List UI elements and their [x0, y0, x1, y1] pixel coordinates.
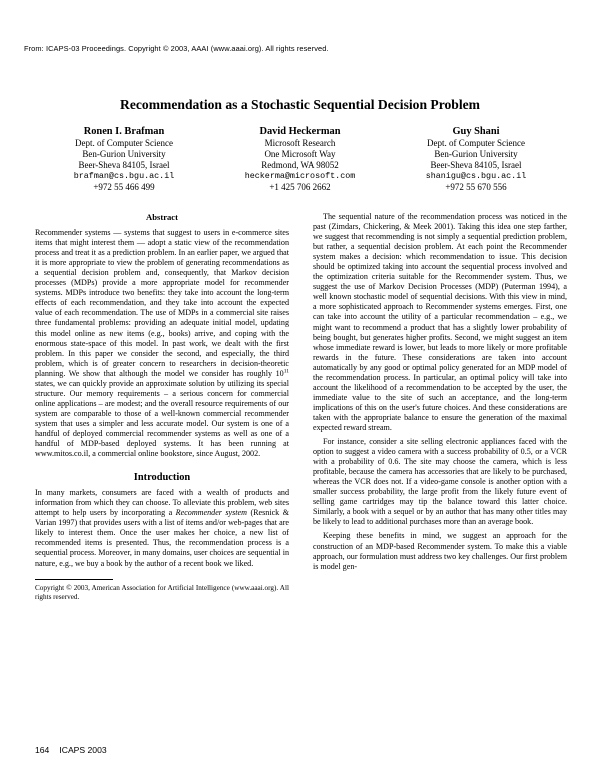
copyright-header: From: ICAPS-03 Proceedings. Copyright © 2003, AAAI (www.aaai.org). All rights reserved. — [24, 44, 329, 53]
footnote-divider — [35, 579, 113, 580]
author-address: Beer-Sheva 84105, Israel — [78, 160, 170, 170]
intro-emphasis: Recommender system — [175, 508, 247, 518]
author-dept: Dept. of Computer Science — [427, 138, 525, 148]
author-name: Ronen I. Brafman — [83, 126, 165, 137]
abstract-exponent: 11 — [283, 368, 289, 375]
left-column — [35, 212, 289, 602]
introduction-heading: Introduction — [133, 472, 191, 484]
abstract-text-part-1: Recommender systems — systems that suggest to users in e-commerce sites items that might interest them — adopt a static view of the recommendation process and treat it as a prediction problem. In an earlier paper, we argued that it is more appropriate to view the problem of generating recommendations as a sequential decision problem and, consequently, that Markov decision processes (MDPs) provide a more appropriate model for recommender systems. MDPs introduce two benefits: they take into account the long-term effects of each recommendation, and they take into account the expected value of each recommendation. The use of MDPs in a commercial site raises three fundamental problems: providing an adequate initial model, updating this model online as new items (e.g., books) arrive, and coping with the enormous state-space of this model. In past work, we dealt with the first problem. In this paper we consider the second, and especially, the third problem, which is of greater concern to researchers in decision-theoretic planning. We show that although the model we consider has roughly 10 — [35, 228, 289, 378]
abstract-heading: Abstract — [146, 212, 178, 222]
author-org: One Microsoft Way — [264, 149, 336, 159]
author-phone: +972 55 466 499 — [93, 182, 155, 192]
page-number: 164 — [35, 745, 50, 755]
intro-text-part-2: (Resnick & Varian 1997) that provides users with a list of items and/or web-pages that are likely to interest them. Once the user makes her choice, a new list of recommended items is presented. Thus, the recommendation process is a sequential process. Moreover, in many domains, user choices are sequential in nature, e.g., we buy a book by the author of a recent book we liked. — [35, 508, 289, 568]
author-phone: +1 425 706 2662 — [269, 182, 331, 192]
author-org: Ben-Gurion University — [82, 149, 166, 159]
author-1 — [36, 125, 212, 193]
author-2 — [212, 125, 388, 193]
right-column — [313, 212, 567, 572]
abstract-text — [35, 228, 289, 459]
page-footer — [35, 745, 107, 755]
introduction-paragraph — [35, 488, 289, 568]
venue-label: ICAPS 2003 — [59, 745, 107, 755]
intro-text-part-1: In many markets, consumers are faced with a wealth of products and information from which they can choose. To alleviate this problem, web sites attempt to help users by incorporating a — [35, 488, 289, 518]
author-address: Redmond, WA 98052 — [261, 160, 339, 170]
abstract-text-part-2: states, we can quickly provide an approximate solution by utilizing its special structure. Our memory requirements – a serious concern for commercial online applications – are modest; and the overall resource requirements of our system are comparable to those of a well-known commercial recommender system that uses a simpler and less accurate model. Our system is one of a handful of deployed commercial recommender systems as well as one of a handful of MDP-based deployed systems. It has been running at www.mitos.co.il, a commercial online bookstore, since August, 2002. — [35, 378, 289, 459]
author-email: heckerma@microsoft.com — [244, 171, 356, 181]
author-dept: Dept. of Computer Science — [75, 138, 173, 148]
author-dept: Microsoft Research — [264, 138, 336, 148]
author-block — [36, 125, 564, 193]
body-paragraph-1: The sequential nature of the recommendation process was noticed in the past (Zimdars, Chickering, & Meek 2001). Taking this idea one step farther, we suggest that recommending is not simply a sequential prediction problem, but rather, a sequential decision problem. At each point the Recommender system makes a decision: which recommendation to issue. This decision should be optimized taking into account the sequential process involved and the optimization criteria suitable for the Recommender system. Thus, we suggest the use of Markov Decision Processes (MDP) (Puterman 1994), a well known stochastic model of sequential decisions. With this view in mind, a more sophisticated approach to Recommender systems emerges. First, one can take into account the utility of a particular recommendation – e.g., we might want to recommend a product that has a slightly lower probability of being bought, but generates higher profits. Second, we might suggest an item whose immediate reward is lower, but leads to more likely or more profitable rewards in the future. These considerations are taken into account automatically by any good or optimal policy generated for an MDP model of the recommendation process. In particular, an optimal policy will take into account the likelihood of a recommendation to be accepted by the user, the immediate value to the site of such an acceptance, and the long-term implications of this on the user's future choices. And these considerations are taken with the appropriate balance to ensure the generation of the maximal expected reward stream. — [313, 212, 567, 432]
author-address: Beer-Sheva 84105, Israel — [430, 160, 522, 170]
author-3 — [388, 125, 564, 193]
author-org: Ben-Gurion University — [434, 149, 518, 159]
body-paragraph-3: Keeping these benefits in mind, we suggest an approach for the construction of an MDP-based Recommender system. To make this a viable approach, our formulation must address two key challenges. Our first problem is model gen- — [313, 531, 567, 571]
body-paragraph-2: For instance, consider a site selling electronic appliances faced with the option to suggest a video camera with a success probability of 0.5, or a VCR with a probability of 0.6. The site may choose the camera, which is less profitable, because the camera has accessories that are likely to be purchased, whereas the VCR does not. If a video-game console is another option with a smaller success probability, the large profit from the likely future event of selling game cartridges may tip the balance toward this latter choice. Similarly, a book with a sequel or by an author that has many other titles may be likely to lead to additional purchases more than an average book. — [313, 437, 567, 527]
author-name: David Heckerman — [259, 126, 341, 137]
copyright-footnote: Copyright © 2003, American Association for Artificial Intelligence (www.aaai.org). All rights reserved. — [35, 583, 289, 601]
author-email: brafman@cs.bgu.ac.il — [73, 171, 175, 181]
author-name: Guy Shani — [452, 126, 500, 137]
author-email: shanigu@cs.bgu.ac.il — [425, 171, 527, 181]
paper-title: Recommendation as a Stochastic Sequential Decision Problem — [120, 97, 480, 112]
author-phone: +972 55 670 556 — [445, 182, 507, 192]
